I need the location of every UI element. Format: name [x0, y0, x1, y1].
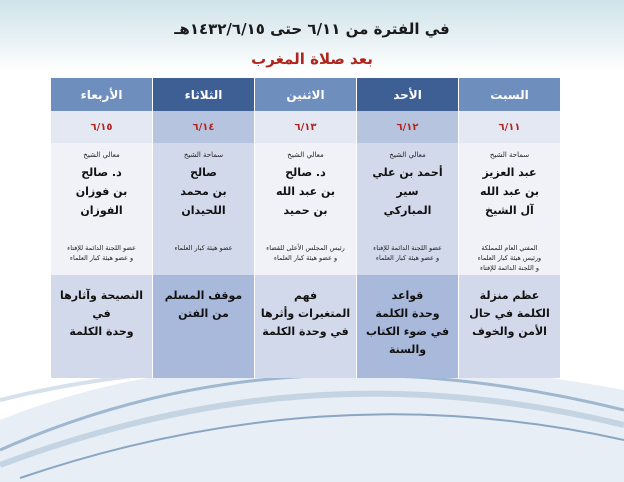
speaker-name: د. صالح بن فوزان الفوزان [75, 166, 128, 217]
column-wednesday [50, 78, 152, 378]
speaker-cell [357, 143, 458, 275]
column-monday [254, 78, 356, 378]
date-cell: ٦/١٥ [51, 111, 152, 143]
lecture-topic: النصيحة وآثارها في وحدة الكلمة [51, 275, 152, 378]
speaker-honorific: معالي الشيخ [287, 151, 324, 159]
lecture-topic: فهم المتغيرات وأثرها في وحدة الكلمة [255, 275, 356, 378]
speaker-name: عبد العزيز بن عبد الله آل الشيخ [479, 166, 540, 217]
speaker-honorific: سماحة الشيخ [489, 151, 530, 159]
day-header: الأحد [357, 78, 458, 111]
column-saturday [458, 78, 560, 378]
speaker-role: رئيس المجلس الأعلى للقضاء و عضو هيئة كبار العلماء [266, 244, 345, 262]
speaker-role: المفتي العام للمملكة ورئيس هيئة كبار العلماء و اللجنة الدائمة للإفتاء [477, 244, 542, 272]
speaker-cell [51, 143, 152, 275]
speaker-honorific: معالي الشيخ [83, 151, 120, 159]
speaker-honorific: معالي الشيخ [389, 151, 426, 159]
day-header: الثلاثاء [153, 78, 254, 111]
lecture-topic: عظم منزلة الكلمة في حال الأمن والخوف [459, 275, 560, 378]
speaker-honorific: سماحة الشيخ [183, 151, 224, 159]
speaker-role: عضو اللجنة الدائمة للإفتاء و عضو هيئة كبار العلماء [373, 244, 442, 262]
date-cell: ٦/١٢ [357, 111, 458, 143]
lecture-schedule-table [50, 78, 560, 378]
speaker-cell [153, 143, 254, 275]
date-cell: ٦/١٤ [153, 111, 254, 143]
day-header: الاثنين [255, 78, 356, 111]
lecture-topic: موقف المسلم من الفتن [153, 275, 254, 378]
speaker-name: صالح بن محمد اللحيدان [180, 166, 227, 217]
column-tuesday [152, 78, 254, 378]
page-subtitle: بعد صلاة المغرب [251, 50, 373, 68]
column-sunday [356, 78, 458, 378]
day-header: السبت [459, 78, 560, 111]
speaker-cell [255, 143, 356, 275]
day-header: الأربعاء [51, 78, 152, 111]
speaker-cell [459, 143, 560, 275]
speaker-name: د. صالح بن عبد الله بن حميد [275, 166, 336, 217]
speaker-role: عضو هيئة كبار العلماء [174, 244, 233, 252]
speaker-name: أحمد بن علي سير المباركي [372, 166, 443, 217]
lecture-topic: قواعد وحدة الكلمة في ضوء الكتاب والسنة [357, 275, 458, 378]
speaker-role: عضو اللجنة الدائمة للإفتاء و عضو هيئة كبار العلماء [67, 244, 136, 262]
date-cell: ٦/١٣ [255, 111, 356, 143]
date-cell: ٦/١١ [459, 111, 560, 143]
page-title: في الفترة من ٦/١١ حتى ١٤٣٢/٦/١٥هـ [174, 20, 450, 38]
